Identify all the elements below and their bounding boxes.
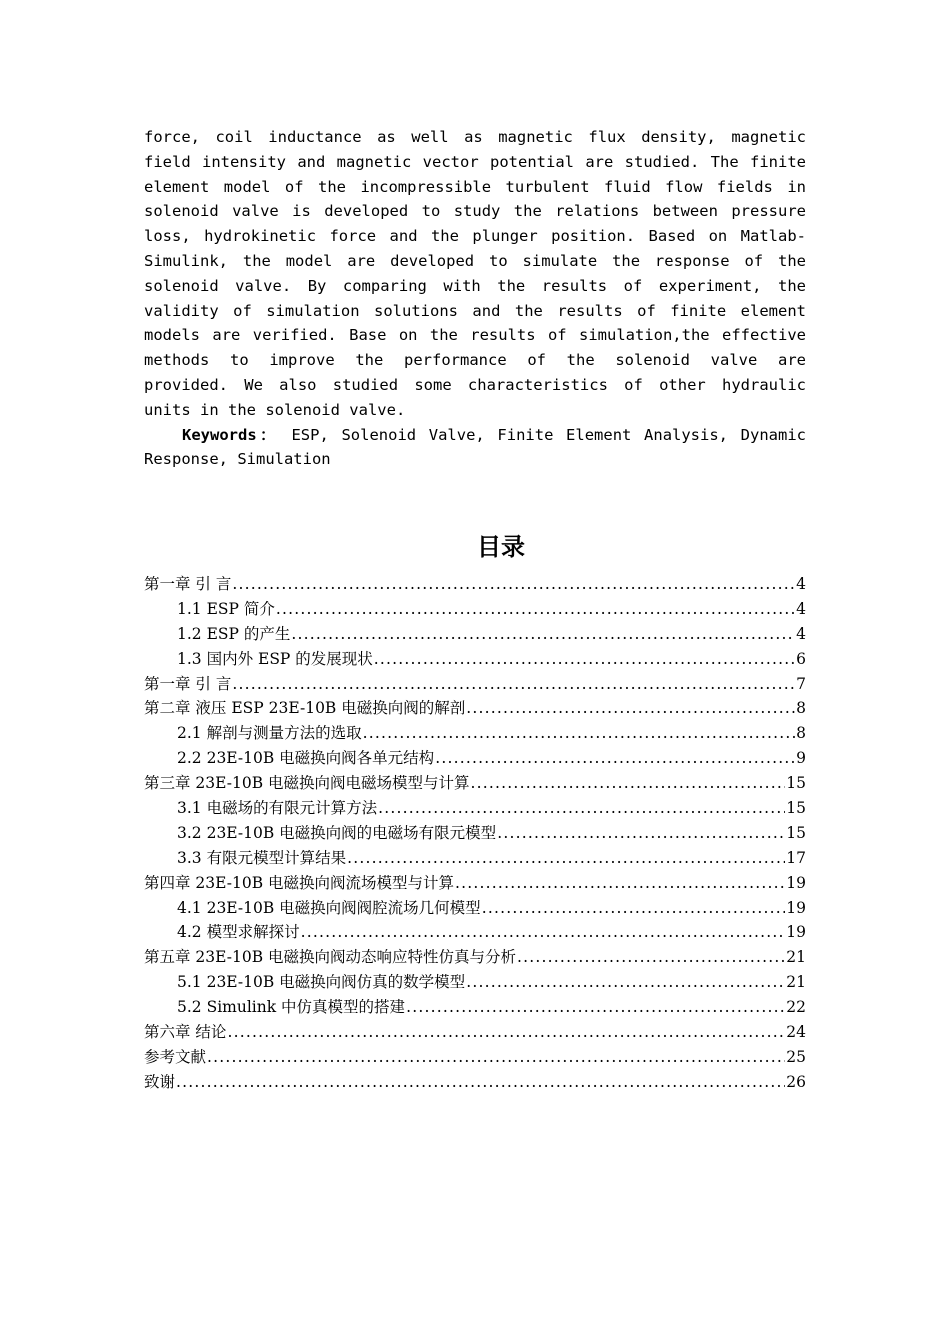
toc-entry-page: 4 [796,599,806,618]
toc-leader-dots [227,1020,785,1045]
toc-entry-page: 22 [786,998,806,1017]
toc-leader-dots [378,796,785,821]
toc-entry[interactable] [144,821,806,846]
toc-entry-title: 1.1 ESP 简介 [177,599,275,618]
abstract-line: models are verified. Base on the results of simulation,the effective [144,326,806,345]
toc-leader-dots [406,995,785,1020]
toc-entry-page: 15 [786,799,806,818]
toc-entry-page: 21 [786,948,806,967]
toc-entry-page: 19 [786,873,806,892]
toc-leader-dots [232,672,795,697]
toc-entry-title: 1.2 ESP 的产生 [177,624,291,643]
toc-entry-title: 第一章 引 言 [144,575,232,593]
toc-entry-page: 9 [796,749,806,768]
abstract-line: units in the solenoid valve. [144,400,406,419]
keywords-text: ESP, Solenoid Valve, Finite Element Analysis, Dynamic [291,425,806,444]
abstract-line: element model of the incompressible turbulent fluid flow fields in [144,177,806,196]
abstract-line: provided. We also studied some characteristics of other hydraulic [144,375,806,394]
abstract-line: Simulink, the model are developed to simulate the response of the [144,251,806,270]
abstract-line: loss, hydrokinetic force and the plunger position. Based on Matlab- [144,227,806,246]
toc-entry[interactable] [144,746,806,771]
toc-leader-dots [497,821,785,846]
toc-entry-title: 3.1 电磁场的有限元计算方法 [177,799,378,818]
abstract-line: methods to improve the performance of the solenoid valve are [144,351,806,370]
toc-entry-title: 3.2 23E-10B 电磁换向阀的电磁场有限元模型 [177,823,497,842]
toc-entry-page: 6 [796,649,806,668]
toc-leader-dots [435,746,795,771]
toc-entry[interactable] [144,871,806,896]
toc-entry-title: 第四章 23E-10B 电磁换向阀流场模型与计算 [144,873,455,892]
toc-entry-title: 第五章 23E-10B 电磁换向阀动态响应特性仿真与分析 [144,948,517,967]
toc-entry-title: 参考文献 [144,1047,207,1066]
toc-leader-dots [363,721,796,746]
toc-entry-page: 24 [786,1023,806,1042]
toc-leader-dots [207,1045,785,1070]
toc-entry-page: 19 [786,898,806,917]
toc-entry-page: 8 [796,724,806,743]
toc-entry-title: 第二章 液压 ESP 23E-10B 电磁换向阀的解剖 [144,699,466,718]
toc-leader-dots [232,572,795,597]
toc-leader-dots [374,647,795,672]
toc-entry[interactable] [144,846,806,871]
abstract-line: field intensity and magnetic vector potential are studied. The finite [144,152,806,171]
toc-entry-title: 致谢 [144,1072,176,1091]
toc-entry[interactable] [144,622,806,647]
abstract-body [144,125,806,472]
toc-entry[interactable] [144,945,806,970]
toc-entry[interactable] [144,1070,806,1095]
table-of-contents [144,572,806,1095]
toc-entry-title: 第三章 23E-10B 电磁换向阀电磁场模型与计算 [144,774,470,793]
keywords-label: Keywords： [182,425,279,444]
toc-entry[interactable] [144,572,806,597]
toc-entry[interactable] [144,995,806,1020]
toc-title: 目录 [477,533,525,561]
toc-entry-title: 2.2 23E-10B 电磁换向阀各单元结构 [177,749,435,768]
toc-leader-dots [347,846,785,871]
toc-leader-dots [482,896,786,921]
abstract-line: validity of simulation solutions and the results of finite element [144,301,806,320]
toc-entry-page: 17 [786,848,806,867]
toc-entry-title: 1.3 国内外 ESP 的发展现状 [177,649,373,668]
toc-entry-page: 15 [786,823,806,842]
toc-leader-dots [455,871,785,896]
toc-entry[interactable] [144,1045,806,1070]
toc-entry[interactable] [144,920,806,945]
toc-entry-title: 2.1 解剖与测量方法的选取 [177,724,362,743]
toc-entry-title: 4.1 23E-10B 电磁换向阀阀腔流场几何模型 [177,898,481,917]
keywords-line [144,423,806,448]
abstract-line: force, coil inductance as well as magnetic flux density, magnetic [144,128,806,146]
toc-entry-title: 4.2 模型求解探讨 [177,923,300,942]
toc-entry-title: 5.1 23E-10B 电磁换向阀仿真的数学模型 [177,973,466,992]
toc-leader-dots [466,696,795,721]
toc-leader-dots [276,597,795,622]
toc-entry-page: 4 [796,575,806,593]
toc-entry-page: 19 [786,923,806,942]
toc-entry-page: 15 [786,774,806,793]
toc-entry[interactable] [144,647,806,672]
toc-entry-page: 8 [796,699,806,718]
toc-entry-page: 21 [786,973,806,992]
toc-entry[interactable] [144,672,806,697]
toc-leader-dots [466,970,785,995]
keywords-continuation: Response, Simulation [144,450,331,469]
toc-entry[interactable] [144,771,806,796]
toc-entry-title: 3.3 有限元模型计算结果 [177,848,347,867]
toc-entry-title: 第六章 结论 [144,1023,227,1042]
toc-entry-title: 5.2 Simulink 中仿真模型的搭建 [177,998,406,1017]
toc-entry[interactable] [144,696,806,721]
toc-entry[interactable] [144,597,806,622]
abstract-line: solenoid valve. By comparing with the results of experiment, the [144,276,806,295]
toc-entry-page: 25 [786,1047,806,1066]
toc-leader-dots [517,945,785,970]
abstract-line: solenoid valve is developed to study the relations between pressure [144,202,806,221]
toc-leader-dots [301,920,786,945]
toc-entry-page: 26 [786,1072,806,1091]
toc-entry-title: 第一章 引 言 [144,674,232,693]
toc-leader-dots [176,1070,785,1095]
toc-entry[interactable] [144,796,806,821]
toc-entry-page: 4 [796,624,806,643]
toc-entry-page: 7 [796,674,806,693]
toc-leader-dots [291,622,795,647]
toc-entry[interactable] [144,970,806,995]
toc-leader-dots [471,771,786,796]
toc-entry[interactable] [144,1020,806,1045]
toc-entry[interactable] [144,896,806,921]
toc-entry[interactable] [144,721,806,746]
